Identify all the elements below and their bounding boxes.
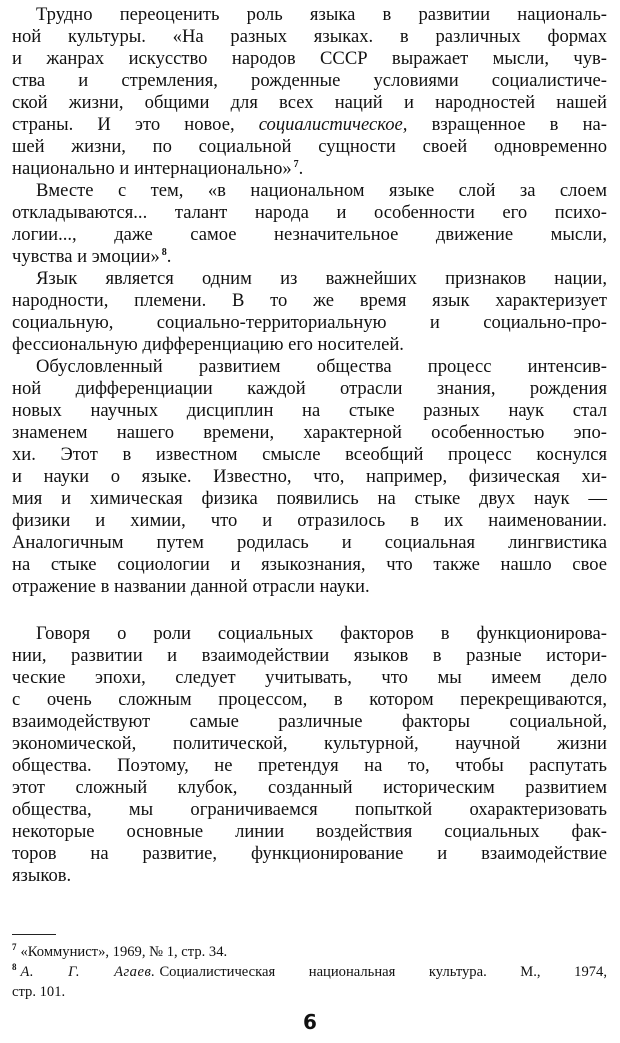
text-segment: взращенное в на- bbox=[431, 114, 607, 135]
text-line: хи. Этот в известном смысле всеобщий процесс коснулся bbox=[12, 444, 607, 465]
text-line: и жанрах искусство народов СССР выражает мысли, чув- bbox=[12, 48, 607, 69]
text-line: экономической, политической, культурной, научной жизни bbox=[12, 733, 607, 754]
footnote-text: «Коммунист», 1969, № 1, стр. 34. bbox=[20, 944, 228, 960]
text-segment: национально и интернационально» bbox=[12, 158, 292, 179]
text-line: языков. bbox=[12, 865, 72, 886]
page-number: 6 bbox=[303, 1010, 317, 1034]
text-line: этот сложный клубок, созданный историческим развитием bbox=[12, 777, 607, 798]
footnote-ref-7: 7 bbox=[293, 158, 299, 170]
text-line: и науки о языке. Известно, что, например, физическая хи- bbox=[12, 466, 607, 487]
text-line: Трудно переоценить роль языка в развитии националь- bbox=[36, 4, 607, 25]
text-line: мия и химическая физика появились на стыке двух наук — bbox=[12, 488, 607, 509]
text-line: Вместе с тем, «в национальном языке слой за слоем bbox=[36, 180, 607, 201]
text-line: некоторые основные линии воздействия социальных фак- bbox=[12, 821, 607, 842]
text-line bbox=[12, 158, 607, 180]
text-segment: . bbox=[298, 158, 304, 179]
text-line: Обусловленный развитием общества процесс интенсив- bbox=[36, 356, 607, 377]
text-line: физики и химии, что и отразилось в их наименовании. bbox=[12, 510, 607, 531]
text-line: отражение в названии данной отрасли науки. bbox=[12, 576, 370, 597]
text-line: нии, развитии и взаимодействии языков в разные истори- bbox=[12, 645, 607, 666]
text-segment: чувства и эмоции» bbox=[12, 246, 160, 267]
text-line: Язык является одним из важнейших признаков нации, bbox=[36, 268, 607, 289]
text-line: на стыке социологии и языкознания, что также нашло свое bbox=[12, 554, 607, 575]
footnote-7 bbox=[12, 942, 607, 962]
footnote-text: Социалистическая национальная культура. М., 1974, bbox=[159, 964, 607, 980]
text-segment: страны. И это новое, bbox=[12, 114, 259, 135]
footnote-8-continuation: стр. 101. bbox=[12, 984, 66, 1000]
italic-phrase: социалистическое, bbox=[258, 114, 408, 135]
text-line: взаимодействуют самые различные факторы социальной, bbox=[12, 711, 607, 732]
text-line: общества, мы ограничиваемся попыткой охарактеризовать bbox=[12, 799, 607, 820]
text-line: ной культуры. «На разных языках. в различных формах bbox=[12, 26, 607, 47]
text-line: Аналогичным путем родилась и социальная лингвистика bbox=[12, 532, 607, 553]
text-line: социальную, социально-территориальную и социально-про- bbox=[12, 312, 607, 333]
footnote-ref-8: 8 bbox=[161, 246, 167, 258]
text-line: ства и стремления, рожденные условиями социалистиче- bbox=[12, 70, 607, 91]
text-line: логии..., даже самое незначительное движение мысли, bbox=[12, 224, 607, 245]
text-line bbox=[12, 246, 607, 268]
text-line: Говоря о роли социальных факторов в функционирова- bbox=[36, 623, 607, 644]
text-line bbox=[12, 114, 607, 136]
text-line: шей жизни, по социальной сущности своей одновременно bbox=[12, 136, 607, 157]
text-line: фессиональную дифференциацию его носителей. bbox=[12, 334, 404, 355]
text-line: торов на развитие, функционирование и взаимодействие bbox=[12, 843, 607, 864]
text-line: народности, племени. В то же время язык характеризует bbox=[12, 290, 607, 311]
text-line: с очень сложным процессом, в котором перекрещиваются, bbox=[12, 689, 607, 710]
text-line: ной дифференциации каждой отрасли знания, рождения bbox=[12, 378, 607, 399]
footnote-number: 8 bbox=[12, 962, 17, 973]
text-line: знаменем нашего времени, характерной особенностью эпо- bbox=[12, 422, 607, 443]
text-line: ческие эпохи, следует учитывать, что мы имеем дело bbox=[12, 667, 607, 688]
text-line: общества. Поэтому, не претендуя на то, чтобы распутать bbox=[12, 755, 607, 776]
footnote-divider bbox=[12, 934, 56, 935]
footnote-author: А. Г. Агаев. bbox=[20, 964, 156, 980]
footnote-8 bbox=[12, 962, 607, 982]
footnote-number: 7 bbox=[12, 942, 17, 953]
text-line: ской жизни, общими для всех наций и народностей нашей bbox=[12, 92, 607, 113]
text-segment: . bbox=[166, 246, 172, 267]
text-line: новых научных дисциплин на стыке разных наук стал bbox=[12, 400, 607, 421]
text-line: откладываются... талант народа и особенности его психо- bbox=[12, 202, 607, 223]
